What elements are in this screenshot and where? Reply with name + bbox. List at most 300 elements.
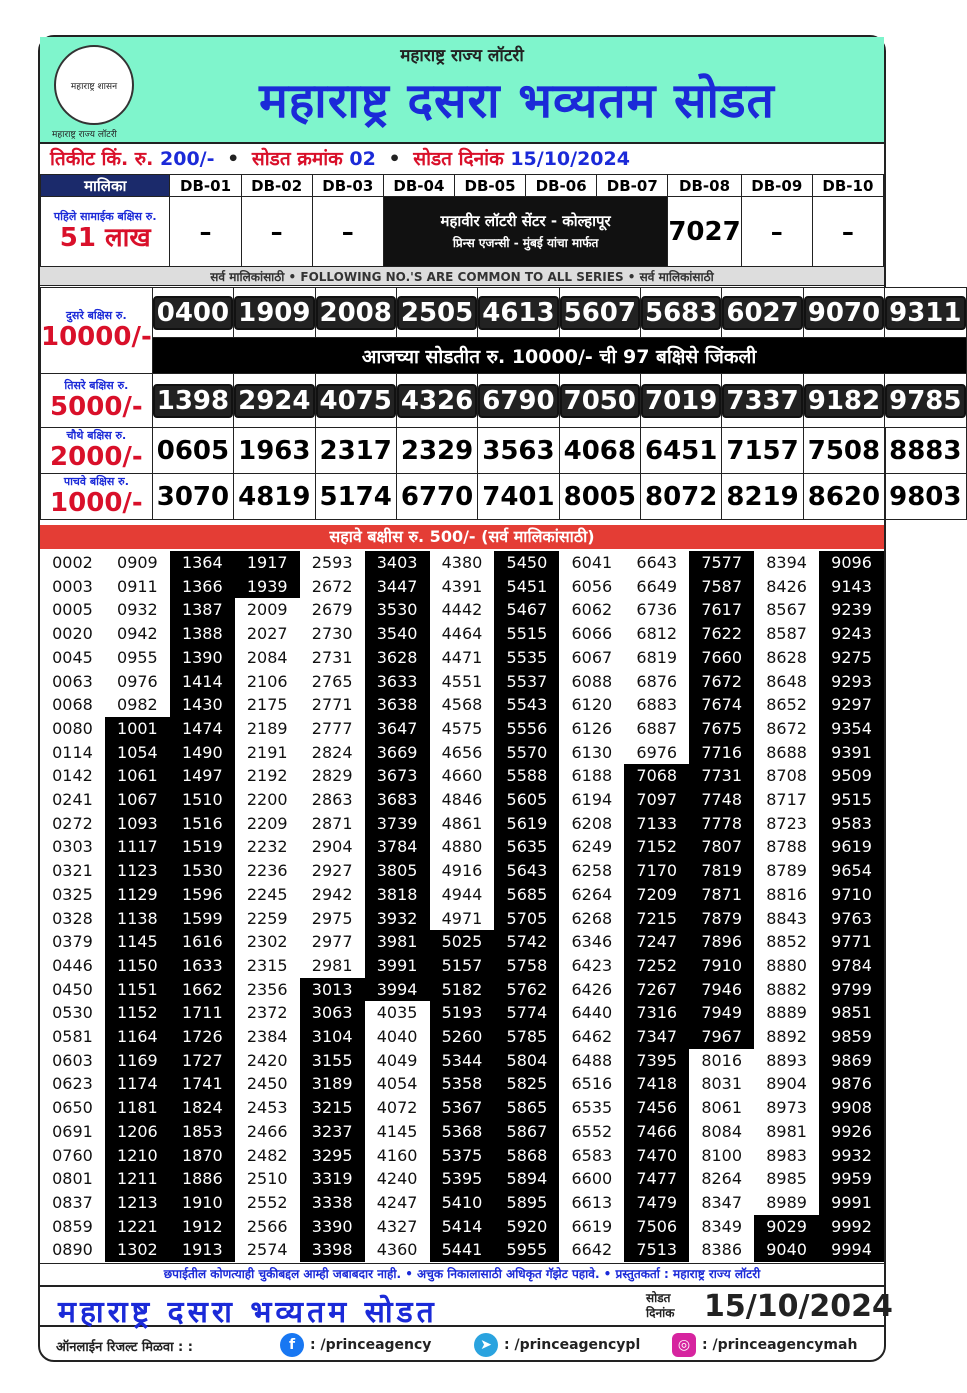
series-name: DB-02 [241,175,312,197]
sixth-prize-number: 2259 [235,907,300,931]
sixth-prize-number: 2027 [235,622,300,646]
sixth-prize-number: 7946 [689,978,754,1002]
sixth-prize-number: 5865 [494,1096,559,1120]
sixth-prize-row [40,670,884,694]
sixth-prize-number: 2566 [235,1215,300,1239]
sixth-prize-row [40,551,884,575]
sixth-prize-number: 0321 [40,859,105,883]
sixth-prize-number: 8264 [689,1167,754,1191]
sixth-prize-number: 5556 [494,717,559,741]
sixth-prize-number: 5635 [494,835,559,859]
sixth-prize-number: 2200 [235,788,300,812]
sixth-prize-number: 4040 [365,1025,430,1049]
fourth-prize-number: 7157 [722,428,803,474]
sixth-prize-number: 6067 [559,646,624,670]
third-prize-number: 9785 [885,374,966,428]
sixth-prize-number: 1169 [105,1049,170,1073]
sixth-prize-number: 5358 [430,1072,495,1096]
sixth-prize-number: 1164 [105,1025,170,1049]
sixth-prize-number: 8061 [689,1096,754,1120]
sixth-prize-row [40,622,884,646]
sixth-prize-number: 1599 [170,907,235,931]
second-prize-number: 0400 [152,288,233,338]
sixth-prize-number: 7674 [689,693,754,717]
sixth-prize-number: 3390 [300,1215,365,1239]
sixth-prize-number: 2245 [235,883,300,907]
sixth-prize-number: 7347 [624,1025,689,1049]
sixth-prize-number: 8983 [754,1144,819,1168]
sixth-prize-number: 5570 [494,741,559,765]
sixth-prize-number: 2302 [235,930,300,954]
sixth-prize-number: 8789 [754,859,819,883]
series-label: मालिका [41,175,170,197]
sixth-prize-number: 5260 [430,1025,495,1049]
sixth-prize-number: 1129 [105,883,170,907]
sixth-prize-row [40,1215,884,1239]
sixth-prize-row [40,764,884,788]
facebook-icon: f [280,1333,304,1357]
first-prize-amount: 51 लाख [59,223,151,253]
sixth-prize-number: 1711 [170,1001,235,1025]
second-prize-number: 6027 [722,288,803,338]
sixth-prize-number: 2829 [300,764,365,788]
sixth-prize-number: 8567 [754,598,819,622]
sixth-prize-number: 5515 [494,622,559,646]
telegram-icon: ➤ [474,1333,498,1357]
telegram-handle: : /princeagencypl [504,1337,641,1353]
sixth-prize-number: 0650 [40,1096,105,1120]
sixth-prize-number: 4054 [365,1072,430,1096]
sixth-prize-number: 8893 [754,1049,819,1073]
sixth-prize-number: 6883 [624,693,689,717]
sixth-prize-number: 6066 [559,622,624,646]
fifth-prize-number: 8072 [641,474,722,520]
sixth-prize-number: 6249 [559,835,624,859]
header-subtitle: महाराष्ट्र राज्य लॉटरी [400,46,524,66]
sixth-prize-number: 8889 [754,1001,819,1025]
sixth-prize-number: 2192 [235,764,300,788]
sixth-prize-number: 5762 [494,978,559,1002]
sixth-prize-number: 7170 [624,859,689,883]
sixth-prize-number: 0114 [40,741,105,765]
third-prize-number: 2924 [234,374,315,428]
third-prize-number: 7337 [722,374,803,428]
sixth-prize-number: 7456 [624,1096,689,1120]
sixth-prize-number: 1181 [105,1096,170,1120]
third-prize-number: 7050 [559,374,640,428]
series-name: DB-04 [383,175,454,197]
sixth-prize-number: 8394 [754,551,819,575]
sixth-prize-number: 5619 [494,812,559,836]
sixth-prize-number: 9959 [819,1167,884,1191]
sixth-prize-number: 3104 [300,1025,365,1049]
sixth-prize-number: 8973 [754,1096,819,1120]
sixth-prize-number: 1210 [105,1144,170,1168]
sixth-prize-number: 2084 [235,646,300,670]
sixth-prize-number: 8100 [689,1144,754,1168]
sixth-prize-number: 6346 [559,930,624,954]
sixth-prize-number: 0760 [40,1144,105,1168]
footer-title: महाराष्ट्र दसरा भव्यतम सोडत [58,1295,438,1330]
sixth-prize-number: 8985 [754,1167,819,1191]
instagram-link[interactable] [672,1333,857,1357]
sixth-prize-number: 1211 [105,1167,170,1191]
sixth-prize-number: 7418 [624,1072,689,1096]
sixth-prize-number: 6643 [624,551,689,575]
series-name: DB-10 [812,175,883,197]
sixth-prize-number: 4240 [365,1167,430,1191]
sixth-prize-row [40,1025,884,1049]
sixth-prize-number: 9876 [819,1072,884,1096]
sixth-prize-number: 6056 [559,575,624,599]
empty-cell: – [741,197,812,267]
fifth-prize-number: 6770 [396,474,477,520]
sixth-prize-number: 7748 [689,788,754,812]
third-prize-number: 9182 [803,374,884,428]
sixth-prize-number: 7807 [689,835,754,859]
fourth-prize-number: 8883 [885,428,966,474]
telegram-link[interactable] [474,1333,640,1357]
sixth-prize-number: 2420 [235,1049,300,1073]
second-prize-label: दुसरे बक्षिस रु. [66,309,127,322]
sixth-prize-number: 8084 [689,1120,754,1144]
sixth-prize-number: 3647 [365,717,430,741]
sixth-prize-number: 3818 [365,883,430,907]
sixth-prize-number: 2552 [235,1191,300,1215]
empty-cell: – [170,197,241,267]
sixth-prize-number: 5543 [494,693,559,717]
sixth-prize-row [40,646,884,670]
sixth-prize-number: 0303 [40,835,105,859]
second-prize-number: 2008 [315,288,396,338]
sixth-prize-number: 3447 [365,575,430,599]
sixth-prize-row [40,1096,884,1120]
sixth-prize-number: 9926 [819,1120,884,1144]
sixth-prize-row [40,1144,884,1168]
sixth-prize-number: 3013 [300,978,365,1002]
sixth-prize-number: 9354 [819,717,884,741]
sixth-prize-number: 0932 [105,598,170,622]
second-prize-number: 5683 [641,288,722,338]
sixth-prize-row [40,978,884,1002]
sixth-prize-number: 1430 [170,693,235,717]
sixth-prize-row [40,693,884,717]
sixth-prize-number: 4360 [365,1238,430,1262]
fourth-prize-number: 6451 [641,428,722,474]
sixth-prize-number: 2106 [235,670,300,694]
fifth-prize-number: 5174 [315,474,396,520]
sixth-prize-number: 5535 [494,646,559,670]
sixth-prize-number: 7247 [624,930,689,954]
sixth-prize-number: 8672 [754,717,819,741]
sixth-prize-number: 5414 [430,1215,495,1239]
sixth-prize-number: 7819 [689,859,754,883]
sixth-prize-number: 9583 [819,812,884,836]
sixth-prize-row [40,1120,884,1144]
sixth-prize-number: 5182 [430,978,495,1002]
draw-no-label: सोडत क्रमांक [251,148,343,170]
sixth-prize-number: 6208 [559,812,624,836]
sixth-prize-number: 9932 [819,1144,884,1168]
sixth-prize-number: 3805 [365,859,430,883]
sixth-prize-number: 0002 [40,551,105,575]
sixth-prize-number: 4861 [430,812,495,836]
sixth-prize-number: 1117 [105,835,170,859]
sixth-prize-number: 9992 [819,1215,884,1239]
sixth-prize-number: 5774 [494,1001,559,1025]
sixth-prize-number: 4916 [430,859,495,883]
sixth-prize-title: सहावे बक्षीस रु. 500/- (सर्व मालिकांसाठी) [40,525,884,549]
sixth-prize-number: 1302 [105,1238,170,1262]
sixth-prize-number: 9771 [819,930,884,954]
sixth-prize-number: 5804 [494,1049,559,1073]
fourth-prize-number: 1963 [234,428,315,474]
sixth-prize-number: 2510 [235,1167,300,1191]
sixth-prize-number: 5450 [494,551,559,575]
sixth-prize-number: 2384 [235,1025,300,1049]
sixth-prize-row [40,598,884,622]
sixth-prize-number: 1390 [170,646,235,670]
sixth-prize-number: 6258 [559,859,624,883]
sixth-prize-number: 0837 [40,1191,105,1215]
sixth-prize-number: 9799 [819,978,884,1002]
sixth-prize-number: 1206 [105,1120,170,1144]
sixth-prize-number: 6535 [559,1096,624,1120]
sixth-prize-number: 6619 [559,1215,624,1239]
sixth-prize-number: 3981 [365,930,430,954]
fourth-prize-label-cell [41,428,153,474]
second-prize-label-cell [41,288,153,374]
sixth-prize-number: 4380 [430,551,495,575]
sixth-prize-number: 3638 [365,693,430,717]
sixth-prize-number: 8880 [754,954,819,978]
winners-banner: आजच्या सोडतीत रु. 10000/- ची 97 बक्षिसे जिंकली [152,338,966,374]
sixth-prize-number: 3540 [365,622,430,646]
draw-date-label: सोडत दिनांक [413,148,504,170]
sixth-prize-number: 0691 [40,1120,105,1144]
sixth-prize-number: 7316 [624,1001,689,1025]
sixth-prize-number: 2731 [300,646,365,670]
footer-date: 15/10/2024 [704,1289,893,1324]
sixth-prize-number: 2574 [235,1238,300,1262]
sixth-prize-number: 1174 [105,1072,170,1096]
sixth-prize-number: 0530 [40,1001,105,1025]
sixth-prize-number: 3994 [365,978,430,1002]
sixth-prize-number: 0909 [105,551,170,575]
third-prize-number: 4326 [396,374,477,428]
sixth-prize-number: 9710 [819,883,884,907]
page-title: महाराष्ट्र दसरा भव्यतम सोडत [259,73,775,129]
sixth-prize-number: 0068 [40,693,105,717]
sixth-prize-number: 6426 [559,978,624,1002]
sixth-prize-row [40,954,884,978]
sixth-prize-number: 3215 [300,1096,365,1120]
second-prize-number: 4613 [478,288,559,338]
sixth-prize-number: 2236 [235,859,300,883]
sixth-prize-number: 4471 [430,646,495,670]
price-label: तिकीट किं. रु. [50,148,154,170]
empty-cell: – [312,197,383,267]
sixth-prize-number: 2977 [300,930,365,954]
sixth-prize-number: 4568 [430,693,495,717]
facebook-handle: : /princeagency [310,1337,432,1353]
logo-caption: महाराष्ट्र राज्य लॉटरी [52,130,117,140]
sixth-prize-number: 1138 [105,907,170,931]
sixth-prize-row [40,1049,884,1073]
third-prize-label: तिसरे बक्षिस रु. [64,379,129,392]
draw-number: 02 [349,148,376,170]
sixth-prize-number: 3739 [365,812,430,836]
sixth-prize-number: 5705 [494,907,559,931]
sixth-prize-number: 2672 [300,575,365,599]
fourth-prize-number: 2329 [396,428,477,474]
sixth-prize-number: 5895 [494,1191,559,1215]
third-prize-number: 6790 [478,374,559,428]
disclaimer: छपाईतील कोणत्याही चुकीबद्दल आम्ही जबाबदार नाही. • अचुक निकालासाठी अधिकृत गॅझेट पहावे. • प्रस्तुतकर्ता : महाराष्ट्र राज्य लॉटरी [40,1263,884,1283]
second-prize-number: 2505 [396,288,477,338]
sixth-prize-number: 0955 [105,646,170,670]
sixth-prize-number: 1870 [170,1144,235,1168]
sixth-prize-number: 1366 [170,575,235,599]
sixth-prize-number: 7675 [689,717,754,741]
sixth-prize-number: 6887 [624,717,689,741]
sixth-prize-number: 1530 [170,859,235,883]
sixth-prize-number: 0801 [40,1167,105,1191]
sixth-prize-number: 8708 [754,764,819,788]
header [40,37,884,144]
fourth-prize-number: 2317 [315,428,396,474]
sixth-prize-number: 1910 [170,1191,235,1215]
sixth-prize-number: 7587 [689,575,754,599]
fourth-prize-number: 7508 [803,428,884,474]
sixth-prize-number: 8723 [754,812,819,836]
facebook-link[interactable] [280,1333,431,1357]
sixth-prize-row [40,1001,884,1025]
second-prize-number: 5607 [559,288,640,338]
sixth-prize-number: 7215 [624,907,689,931]
sixth-prize-number: 8688 [754,741,819,765]
sixth-prize-number: 1054 [105,741,170,765]
sixth-prize-number: 5025 [430,930,495,954]
sixth-prize-number: 1001 [105,717,170,741]
sixth-prize-number: 6130 [559,741,624,765]
sixth-prize-number: 7949 [689,1001,754,1025]
common-series-note: सर्व मालिकांसाठी • FOLLOWING NO.'S ARE COMMON TO ALL SERIES • सर्व मालिकांसाठी [40,266,884,286]
sixth-prize-number: 3673 [365,764,430,788]
sixth-prize-number: 2372 [235,1001,300,1025]
fifth-prize-number: 4819 [234,474,315,520]
sixth-prize-number: 5955 [494,1238,559,1262]
sixth-prize-row [40,859,884,883]
agency-line-2: प्रिन्स एजन्सी - मुंबई यांचा मार्फत [452,235,599,250]
series-name: DB-03 [312,175,383,197]
sixth-prize-number: 7896 [689,930,754,954]
sixth-prize-number: 7577 [689,551,754,575]
sixth-prize-number: 8016 [689,1049,754,1073]
fifth-prize-number: 8005 [559,474,640,520]
sixth-prize-number: 4391 [430,575,495,599]
sixth-prize-number: 7622 [689,622,754,646]
sixth-prize-number: 3237 [300,1120,365,1144]
first-prize-table [40,174,884,267]
third-prize-amount: 5000/- [50,392,143,422]
sixth-prize-number: 4846 [430,788,495,812]
sixth-prize-number: 8816 [754,883,819,907]
sixth-prize-number: 2981 [300,954,365,978]
sixth-prize-number: 9297 [819,693,884,717]
sixth-prize-number: 3991 [365,954,430,978]
sixth-prize-number: 5367 [430,1096,495,1120]
sixth-prize-number: 7660 [689,646,754,670]
sixth-prize-number: 4160 [365,1144,430,1168]
sixth-prize-number: 4327 [365,1215,430,1239]
agency-line-1: महावीर लॉटरी सेंटर - कोल्हापूर [440,211,611,230]
empty-cell: – [241,197,312,267]
sixth-prize-number: 4035 [365,1001,430,1025]
fifth-prize-number: 8620 [803,474,884,520]
sixth-prize-number: 4575 [430,717,495,741]
footer-banner [40,1285,893,1330]
sixth-prize-number: 7466 [624,1120,689,1144]
sixth-prize-number: 0272 [40,812,105,836]
sixth-prize-number: 1150 [105,954,170,978]
sixth-prize-number: 1519 [170,835,235,859]
sixth-prize-row [40,1072,884,1096]
sixth-prize-number: 6188 [559,764,624,788]
sixth-prize-number: 0080 [40,717,105,741]
sixth-prize-number: 8587 [754,622,819,646]
sixth-prize-number: 5441 [430,1238,495,1262]
sixth-prize-number: 6736 [624,598,689,622]
sixth-prize-number: 7395 [624,1049,689,1073]
sixth-prize-number: 2593 [300,551,365,575]
sixth-prize-number: 6812 [624,622,689,646]
sixth-prize-number: 6613 [559,1191,624,1215]
sixth-prize-number: 6264 [559,883,624,907]
sixth-prize-grid [40,551,884,1262]
sixth-prize-row [40,812,884,836]
sixth-prize-row [40,1238,884,1262]
sixth-prize-row [40,1191,884,1215]
fifth-prize-number: 8219 [722,474,803,520]
sixth-prize-number: 5894 [494,1167,559,1191]
sixth-prize-number: 6194 [559,788,624,812]
sixth-prize-number: 1633 [170,954,235,978]
second-prize-number: 1909 [234,288,315,338]
sixth-prize-number: 6088 [559,670,624,694]
sixth-prize-number: 6819 [624,646,689,670]
sixth-prize-number: 4551 [430,670,495,694]
sixth-prize-number: 4656 [430,741,495,765]
fifth-prize-row [41,474,967,520]
sixth-prize-number: 5605 [494,788,559,812]
sixth-prize-number: 8347 [689,1191,754,1215]
sixth-prize-number: 9243 [819,622,884,646]
fourth-prize-number: 4068 [559,428,640,474]
sixth-prize-number: 7910 [689,954,754,978]
sixth-prize-number: 8852 [754,930,819,954]
sixth-prize-number: 1516 [170,812,235,836]
sixth-prize-number: 4880 [430,835,495,859]
sixth-prize-number: 0976 [105,670,170,694]
sixth-prize-number: 0063 [40,670,105,694]
sixth-prize-row [40,717,884,741]
sixth-prize-number: 4971 [430,907,495,931]
sixth-prize-number: 7513 [624,1238,689,1262]
sixth-prize-number: 1414 [170,670,235,694]
sixth-prize-number: 1474 [170,717,235,741]
sixth-prize-number: 0446 [40,954,105,978]
